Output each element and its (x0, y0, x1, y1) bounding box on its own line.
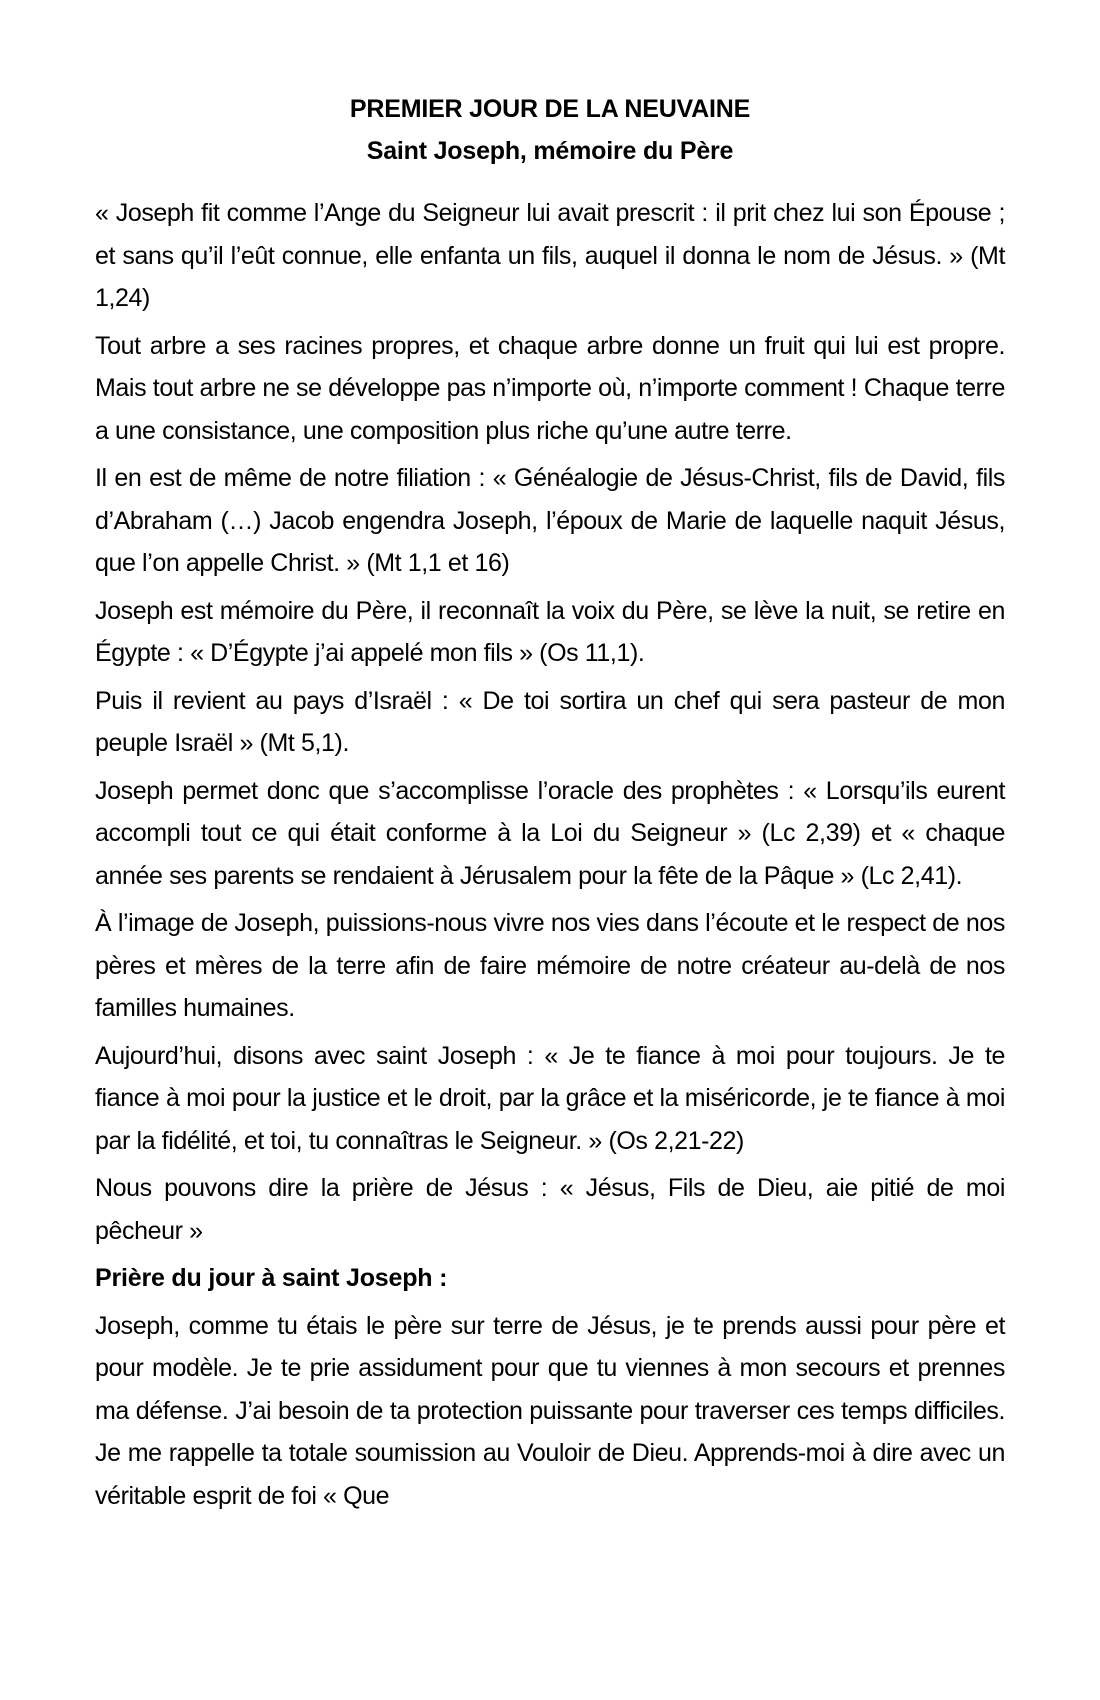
paragraph-fiancailles: Aujourd’hui, disons avec saint Joseph : « Je te fiance à moi pour toujours. Je te fiance à moi pour la justice et le droit, par la grâce et la miséricorde, je te fiance à moi par la fidélité, et toi, tu connaîtras le Seigneur. » (Os 2,21-22) (95, 1041, 1005, 1155)
paragraph-filiation: Il en est de même de notre filiation : « Généalogie de Jésus-Christ, fils de David, fils d’Abraham (…) Jacob engendra Joseph, l’époux de Marie de laquelle naquit Jésus, que l’on appelle Christ. » (Mt 1,1 et 16) (95, 464, 1005, 577)
paragraph-scripture-mt-1-24: « Joseph fit comme l’Ange du Seigneur lui avait prescrit : il prit chez lui son Épouse ; et sans qu’il l’eût connue, elle enfanta un fils, auquel il donna le nom de Jésus. » (Mt 1,24) (95, 199, 1005, 312)
document-title: PREMIER JOUR DE LA NEUVAINE (349, 95, 751, 123)
prayer-heading: Prière du jour à saint Joseph : (95, 1264, 448, 1292)
prayer-paragraph: Joseph, comme tu étais le père sur terre de Jésus, je te prends aussi pour père et pour modèle. Je te prie assidument pour que tu viennes à mon secours et prennes ma défense. J’ai besoin de ta protection puissante pour traverser ces temps difficiles. Je me rappelle ta totale soumission au Vouloir de Dieu. Apprends-moi à dire avec un véritable esprit de foi « Que (95, 1311, 1005, 1510)
paragraph-tout-arbre: Tout arbre a ses racines propres, et chaque arbre donne un fruit qui lui est propre. Mais tout arbre ne se développe pas n’importe où, n’importe comment ! Chaque terre a une consistance, une composition plus riche qu’une autre terre. (95, 331, 1005, 445)
document-subtitle: Saint Joseph, mémoire du Père (366, 137, 734, 165)
paragraph-memoire-du-pere: Joseph est mémoire du Père, il reconnaît la voix du Père, se lève la nuit, se retire en Égypte : « D’Égypte j’ai appelé mon fils » (Os 11,1). (95, 596, 1005, 667)
paragraph-oracle-prophetes: Joseph permet donc que s’accomplisse l’oracle des prophètes : « Lorsqu’ils eurent accompli tout ce qui était conforme à la Loi du Seigneur » (Lc 2,39) et « chaque année ses parents se rendaient à Jérusalem pour la fête de la Pâque » (Lc 2,41). (95, 776, 1005, 890)
paragraph-priere-de-jesus: Nous pouvons dire la prière de Jésus : « Jésus, Fils de Dieu, aie pitié de moi pêcheur » (95, 1174, 1005, 1245)
paragraph-retour-israel: Puis il revient au pays d’Israël : « De toi sortira un chef qui sera pasteur de mon peuple Israël » (Mt 5,1). (95, 686, 1005, 757)
paragraph-image-de-joseph: À l’image de Joseph, puissions-nous vivre nos vies dans l’écoute et le respect de nos pères et mères de la terre afin de faire mémoire de notre créateur au-delà de nos familles humaines. (95, 909, 1005, 1022)
